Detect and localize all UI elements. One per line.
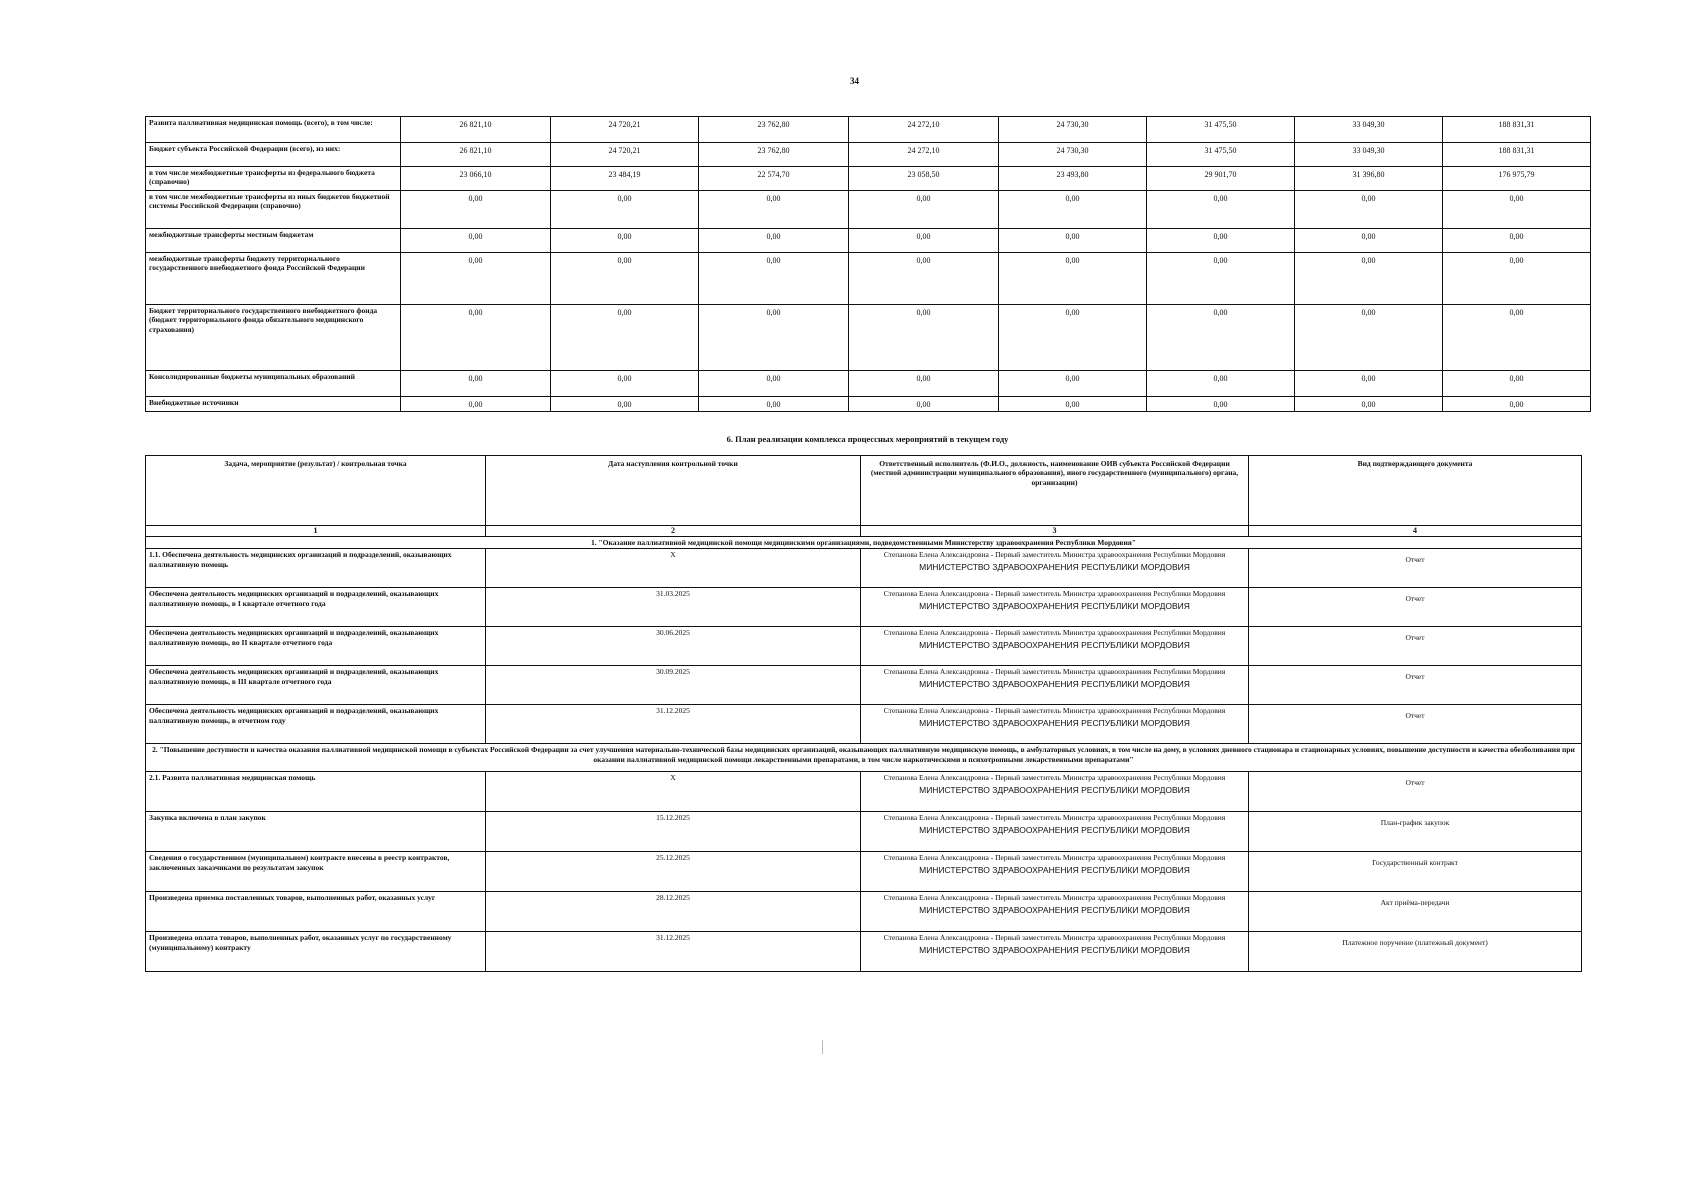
responsible-person: Степанова Елена Александровна - Первый заместитель Министра здравоохранения Республики Мордовия bbox=[883, 813, 1226, 823]
finance-value: 176 975,79 bbox=[1443, 167, 1591, 191]
plan-row bbox=[146, 627, 1582, 666]
finance-value: 0,00 bbox=[401, 371, 551, 397]
finance-value: 24 272,10 bbox=[849, 117, 999, 143]
finance-value: 22 574,70 bbox=[699, 167, 849, 191]
finance-value: 0,00 bbox=[999, 191, 1147, 229]
responsible-ministry: МИНИСТЕРСТВО ЗДРАВООХРАНЕНИЯ РЕСПУБЛИКИ МОРДОВИЯ bbox=[919, 561, 1190, 572]
responsible-ministry: МИНИСТЕРСТВО ЗДРАВООХРАНЕНИЯ РЕСПУБЛИКИ МОРДОВИЯ bbox=[919, 639, 1190, 650]
finance-value: 23 493,80 bbox=[999, 167, 1147, 191]
index-3: 3 bbox=[861, 526, 1249, 537]
finance-value: 0,00 bbox=[999, 305, 1147, 371]
finance-value: 0,00 bbox=[1295, 397, 1443, 412]
plan-task: Обеспечена деятельность медицинских организаций и подразделений, оказывающих паллиативную помощь, в отчетном году bbox=[146, 705, 486, 744]
finance-value: 24 720,21 bbox=[551, 117, 699, 143]
finance-value: 24 730,30 bbox=[999, 117, 1147, 143]
finance-value: 0,00 bbox=[1295, 229, 1443, 253]
responsible-ministry: МИНИСТЕРСТВО ЗДРАВООХРАНЕНИЯ РЕСПУБЛИКИ МОРДОВИЯ bbox=[919, 600, 1190, 611]
plan-date: 31.03.2025 bbox=[486, 588, 861, 627]
finance-value: 0,00 bbox=[551, 371, 699, 397]
plan-document: Отчет bbox=[1249, 666, 1582, 705]
plan-document: Отчет bbox=[1249, 588, 1582, 627]
plan-document: Государственный контракт bbox=[1249, 852, 1582, 892]
plan-date: X bbox=[486, 549, 861, 588]
finance-value: 0,00 bbox=[551, 229, 699, 253]
finance-row bbox=[146, 117, 1591, 143]
plan-date: 31.12.2025 bbox=[486, 705, 861, 744]
finance-value: 0,00 bbox=[1443, 371, 1591, 397]
finance-value: 0,00 bbox=[1295, 305, 1443, 371]
finance-value: 0,00 bbox=[551, 305, 699, 371]
finance-value: 0,00 bbox=[401, 397, 551, 412]
finance-value: 0,00 bbox=[699, 371, 849, 397]
plan-task: Обеспечена деятельность медицинских организаций и подразделений, оказывающих паллиативную помощь, во II квартале отчетного года bbox=[146, 627, 486, 666]
responsible-ministry: МИНИСТЕРСТВО ЗДРАВООХРАНЕНИЯ РЕСПУБЛИКИ МОРДОВИЯ bbox=[919, 678, 1190, 689]
finance-row bbox=[146, 253, 1591, 305]
section-row bbox=[146, 537, 1582, 549]
finance-row bbox=[146, 191, 1591, 229]
plan-responsible bbox=[861, 852, 1249, 892]
page-number: 34 bbox=[850, 76, 859, 86]
header-date: Дата наступления контрольной точки bbox=[486, 456, 861, 526]
finance-value: 0,00 bbox=[699, 305, 849, 371]
finance-value: 0,00 bbox=[1443, 191, 1591, 229]
finance-value: 23 762,80 bbox=[699, 117, 849, 143]
plan-task: Сведения о государственном (муниципальном) контракте внесены в реестр контрактов, заключенных заказчиками по результатам закупок bbox=[146, 852, 486, 892]
finance-value: 0,00 bbox=[1147, 191, 1295, 229]
finance-value: 23 066,10 bbox=[401, 167, 551, 191]
plan-row bbox=[146, 812, 1582, 852]
plan-row bbox=[146, 549, 1582, 588]
finance-value: 24 720,21 bbox=[551, 143, 699, 167]
finance-value: 0,00 bbox=[999, 397, 1147, 412]
plan-date: X bbox=[486, 772, 861, 812]
section-title: 1. "Оказание паллиативной медицинской помощи медицинскими организациями, подведомственными Министерству здравоохранения Республики Мордовия" bbox=[146, 537, 1582, 549]
plan-document: Отчет bbox=[1249, 627, 1582, 666]
finance-value: 0,00 bbox=[699, 397, 849, 412]
plan-task: 1.1. Обеспечена деятельность медицинских организаций и подразделений, оказывающих паллиативную помощь bbox=[146, 549, 486, 588]
finance-row-label: межбюджетные трансферты бюджету территориального государственного внебюджетного фонда Российской Федерации bbox=[146, 253, 401, 305]
responsible-person: Степанова Елена Александровна - Первый заместитель Министра здравоохранения Республики Мордовия bbox=[883, 667, 1226, 677]
plan-date: 30.06.2025 bbox=[486, 627, 861, 666]
finance-row-label: в том числе межбюджетные трансферты из федерального бюджета (справочно) bbox=[146, 167, 401, 191]
plan-date: 30.09.2025 bbox=[486, 666, 861, 705]
finance-value: 33 049,30 bbox=[1295, 117, 1443, 143]
finance-row bbox=[146, 397, 1591, 412]
finance-value: 0,00 bbox=[1147, 371, 1295, 397]
plan-document: Отчет bbox=[1249, 705, 1582, 744]
plan-row bbox=[146, 588, 1582, 627]
responsible-ministry: МИНИСТЕРСТВО ЗДРАВООХРАНЕНИЯ РЕСПУБЛИКИ МОРДОВИЯ bbox=[919, 944, 1190, 955]
finance-value: 31 475,50 bbox=[1147, 117, 1295, 143]
finance-row-label: межбюджетные трансферты местным бюджетам bbox=[146, 229, 401, 253]
section-title: 2. "Повышение доступности и качества оказания паллиативной медицинской помощи в субъектах Российской Федерации за счет улучшения материально-технической базы медицинских организаций, оказывающих паллиативную медицинскую помощь, в амбулаторных условиях, в том числе на дому, в условиях дневного стационара и стационарных условиях, повышение доступности и качества обезболивания при оказании паллиативной медицинской помощи лекарственными препаратами, в том числе наркотическими и психотропными лекарственными препаратами" bbox=[146, 744, 1582, 772]
finance-row-label: Внебюджетные источники bbox=[146, 397, 401, 412]
finance-value: 0,00 bbox=[849, 253, 999, 305]
finance-value: 23 484,19 bbox=[551, 167, 699, 191]
finance-value: 0,00 bbox=[849, 397, 999, 412]
plan-date: 25.12.2025 bbox=[486, 852, 861, 892]
plan-row bbox=[146, 852, 1582, 892]
finance-value: 0,00 bbox=[999, 229, 1147, 253]
header-task: Задача, мероприятие (результат) / контрольная точка bbox=[146, 456, 486, 526]
plan-responsible bbox=[861, 549, 1249, 588]
finance-row bbox=[146, 167, 1591, 191]
finance-value: 0,00 bbox=[1443, 305, 1591, 371]
plan-document: Отчет bbox=[1249, 772, 1582, 812]
plan-row bbox=[146, 932, 1582, 972]
plan-responsible bbox=[861, 666, 1249, 705]
plan-table bbox=[145, 455, 1582, 972]
index-1: 1 bbox=[146, 526, 486, 537]
plan-date: 28.12.2025 bbox=[486, 892, 861, 932]
finance-value: 33 049,30 bbox=[1295, 143, 1443, 167]
finance-value: 0,00 bbox=[1295, 253, 1443, 305]
finance-value: 31 475,50 bbox=[1147, 143, 1295, 167]
plan-date: 15.12.2025 bbox=[486, 812, 861, 852]
finance-value: 0,00 bbox=[699, 253, 849, 305]
responsible-person: Степанова Елена Александровна - Первый заместитель Министра здравоохранения Республики Мордовия bbox=[883, 933, 1226, 943]
plan-document: Акт приёма-передачи bbox=[1249, 892, 1582, 932]
plan-document: Отчет bbox=[1249, 549, 1582, 588]
finance-value: 0,00 bbox=[551, 397, 699, 412]
finance-value: 0,00 bbox=[1443, 397, 1591, 412]
plan-responsible bbox=[861, 588, 1249, 627]
finance-value: 0,00 bbox=[551, 253, 699, 305]
finance-row-label: Развита паллиативная медицинская помощь (всего), в том числе: bbox=[146, 117, 401, 143]
plan-row bbox=[146, 705, 1582, 744]
plan-task: 2.1. Развита паллиативная медицинская помощь bbox=[146, 772, 486, 812]
finance-value: 188 831,31 bbox=[1443, 117, 1591, 143]
finance-value: 0,00 bbox=[849, 191, 999, 229]
finance-value: 24 272,10 bbox=[849, 143, 999, 167]
plan-task: Произведена приемка поставленных товаров, выполненных работ, оказанных услуг bbox=[146, 892, 486, 932]
finance-value: 0,00 bbox=[849, 305, 999, 371]
finance-value: 26 821,10 bbox=[401, 143, 551, 167]
finance-value: 23 762,80 bbox=[699, 143, 849, 167]
finance-value: 0,00 bbox=[551, 191, 699, 229]
responsible-person: Степанова Елена Александровна - Первый заместитель Министра здравоохранения Республики Мордовия bbox=[883, 550, 1226, 560]
responsible-ministry: МИНИСТЕРСТВО ЗДРАВООХРАНЕНИЯ РЕСПУБЛИКИ МОРДОВИЯ bbox=[919, 784, 1190, 795]
plan-responsible bbox=[861, 812, 1249, 852]
scan-artifact bbox=[822, 1040, 823, 1054]
plan-task: Закупка включена в план закупок bbox=[146, 812, 486, 852]
plan-date: 31.12.2025 bbox=[486, 932, 861, 972]
finance-value: 0,00 bbox=[1295, 191, 1443, 229]
plan-task: Произведена оплата товаров, выполненных работ, оказанных услуг по государственному (муниципальному) контракту bbox=[146, 932, 486, 972]
finance-row-label: Консолидированные бюджеты муниципальных образований bbox=[146, 371, 401, 397]
finance-value: 188 831,31 bbox=[1443, 143, 1591, 167]
finance-row-label: Бюджет субъекта Российской Федерации (всего), из них: bbox=[146, 143, 401, 167]
responsible-person: Степанова Елена Александровна - Первый заместитель Министра здравоохранения Республики Мордовия bbox=[883, 853, 1226, 863]
responsible-person: Степанова Елена Александровна - Первый заместитель Министра здравоохранения Республики Мордовия bbox=[883, 773, 1226, 783]
section-row bbox=[146, 744, 1582, 772]
plan-index-row bbox=[146, 526, 1582, 537]
header-responsible: Ответственный исполнитель (Ф.И.О., должность, наименование ОИВ субъекта Российской Федерации (местной администрации муниципального образования), иного государственного (муниципального) органа, организации) bbox=[861, 456, 1249, 526]
plan-responsible bbox=[861, 627, 1249, 666]
header-document: Вид подтверждающего документа bbox=[1249, 456, 1582, 526]
finance-value: 0,00 bbox=[849, 229, 999, 253]
plan-responsible bbox=[861, 772, 1249, 812]
finance-table bbox=[145, 116, 1591, 412]
plan-task: Обеспечена деятельность медицинских организаций и подразделений, оказывающих паллиативную помощь, в III квартале отчетного года bbox=[146, 666, 486, 705]
finance-value: 0,00 bbox=[999, 253, 1147, 305]
finance-value: 0,00 bbox=[401, 305, 551, 371]
responsible-ministry: МИНИСТЕРСТВО ЗДРАВООХРАНЕНИЯ РЕСПУБЛИКИ МОРДОВИЯ bbox=[919, 904, 1190, 915]
finance-value: 0,00 bbox=[999, 371, 1147, 397]
responsible-person: Степанова Елена Александровна - Первый заместитель Министра здравоохранения Республики Мордовия bbox=[883, 628, 1226, 638]
plan-responsible bbox=[861, 892, 1249, 932]
plan-task: Обеспечена деятельность медицинских организаций и подразделений, оказывающих паллиативную помощь, в I квартале отчетного года bbox=[146, 588, 486, 627]
finance-value: 0,00 bbox=[1295, 371, 1443, 397]
finance-value: 0,00 bbox=[1147, 305, 1295, 371]
finance-row bbox=[146, 371, 1591, 397]
plan-row bbox=[146, 892, 1582, 932]
plan-document: План-график закупок bbox=[1249, 812, 1582, 852]
finance-value: 31 396,80 bbox=[1295, 167, 1443, 191]
finance-value: 0,00 bbox=[1443, 229, 1591, 253]
plan-title: 6. План реализации комплекса процессных мероприятий в текущем году bbox=[726, 434, 1009, 444]
finance-value: 0,00 bbox=[699, 229, 849, 253]
plan-document: Платежное поручение (платежный документ) bbox=[1249, 932, 1582, 972]
finance-value: 0,00 bbox=[1443, 253, 1591, 305]
finance-value: 0,00 bbox=[1147, 397, 1295, 412]
finance-row bbox=[146, 143, 1591, 167]
finance-value: 0,00 bbox=[1147, 253, 1295, 305]
responsible-person: Степанова Елена Александровна - Первый заместитель Министра здравоохранения Республики Мордовия bbox=[883, 706, 1226, 716]
plan-row bbox=[146, 772, 1582, 812]
responsible-person: Степанова Елена Александровна - Первый заместитель Министра здравоохранения Республики Мордовия bbox=[883, 589, 1226, 599]
finance-value: 26 821,10 bbox=[401, 117, 551, 143]
finance-value: 0,00 bbox=[401, 253, 551, 305]
finance-row-label: в том числе межбюджетные трансферты из иных бюджетов бюджетной системы Российской Федерации (справочно) bbox=[146, 191, 401, 229]
plan-row bbox=[146, 666, 1582, 705]
finance-value: 23 058,50 bbox=[849, 167, 999, 191]
finance-value: 0,00 bbox=[401, 229, 551, 253]
finance-value: 0,00 bbox=[849, 371, 999, 397]
finance-value: 0,00 bbox=[401, 191, 551, 229]
plan-responsible bbox=[861, 705, 1249, 744]
index-4: 4 bbox=[1249, 526, 1582, 537]
plan-responsible bbox=[861, 932, 1249, 972]
plan-header-row bbox=[146, 456, 1582, 526]
finance-value: 0,00 bbox=[699, 191, 849, 229]
responsible-ministry: МИНИСТЕРСТВО ЗДРАВООХРАНЕНИЯ РЕСПУБЛИКИ МОРДОВИЯ bbox=[919, 864, 1190, 875]
responsible-ministry: МИНИСТЕРСТВО ЗДРАВООХРАНЕНИЯ РЕСПУБЛИКИ МОРДОВИЯ bbox=[919, 824, 1190, 835]
finance-value: 24 730,30 bbox=[999, 143, 1147, 167]
finance-row bbox=[146, 229, 1591, 253]
finance-row-label: Бюджет территориального государственного внебюджетного фонда (бюджет территориального фонда обязательного медицинского страхования) bbox=[146, 305, 401, 371]
responsible-person: Степанова Елена Александровна - Первый заместитель Министра здравоохранения Республики Мордовия bbox=[883, 893, 1226, 903]
finance-value: 29 901,70 bbox=[1147, 167, 1295, 191]
responsible-ministry: МИНИСТЕРСТВО ЗДРАВООХРАНЕНИЯ РЕСПУБЛИКИ МОРДОВИЯ bbox=[919, 717, 1190, 728]
finance-value: 0,00 bbox=[1147, 229, 1295, 253]
index-2: 2 bbox=[486, 526, 861, 537]
finance-row bbox=[146, 305, 1591, 371]
